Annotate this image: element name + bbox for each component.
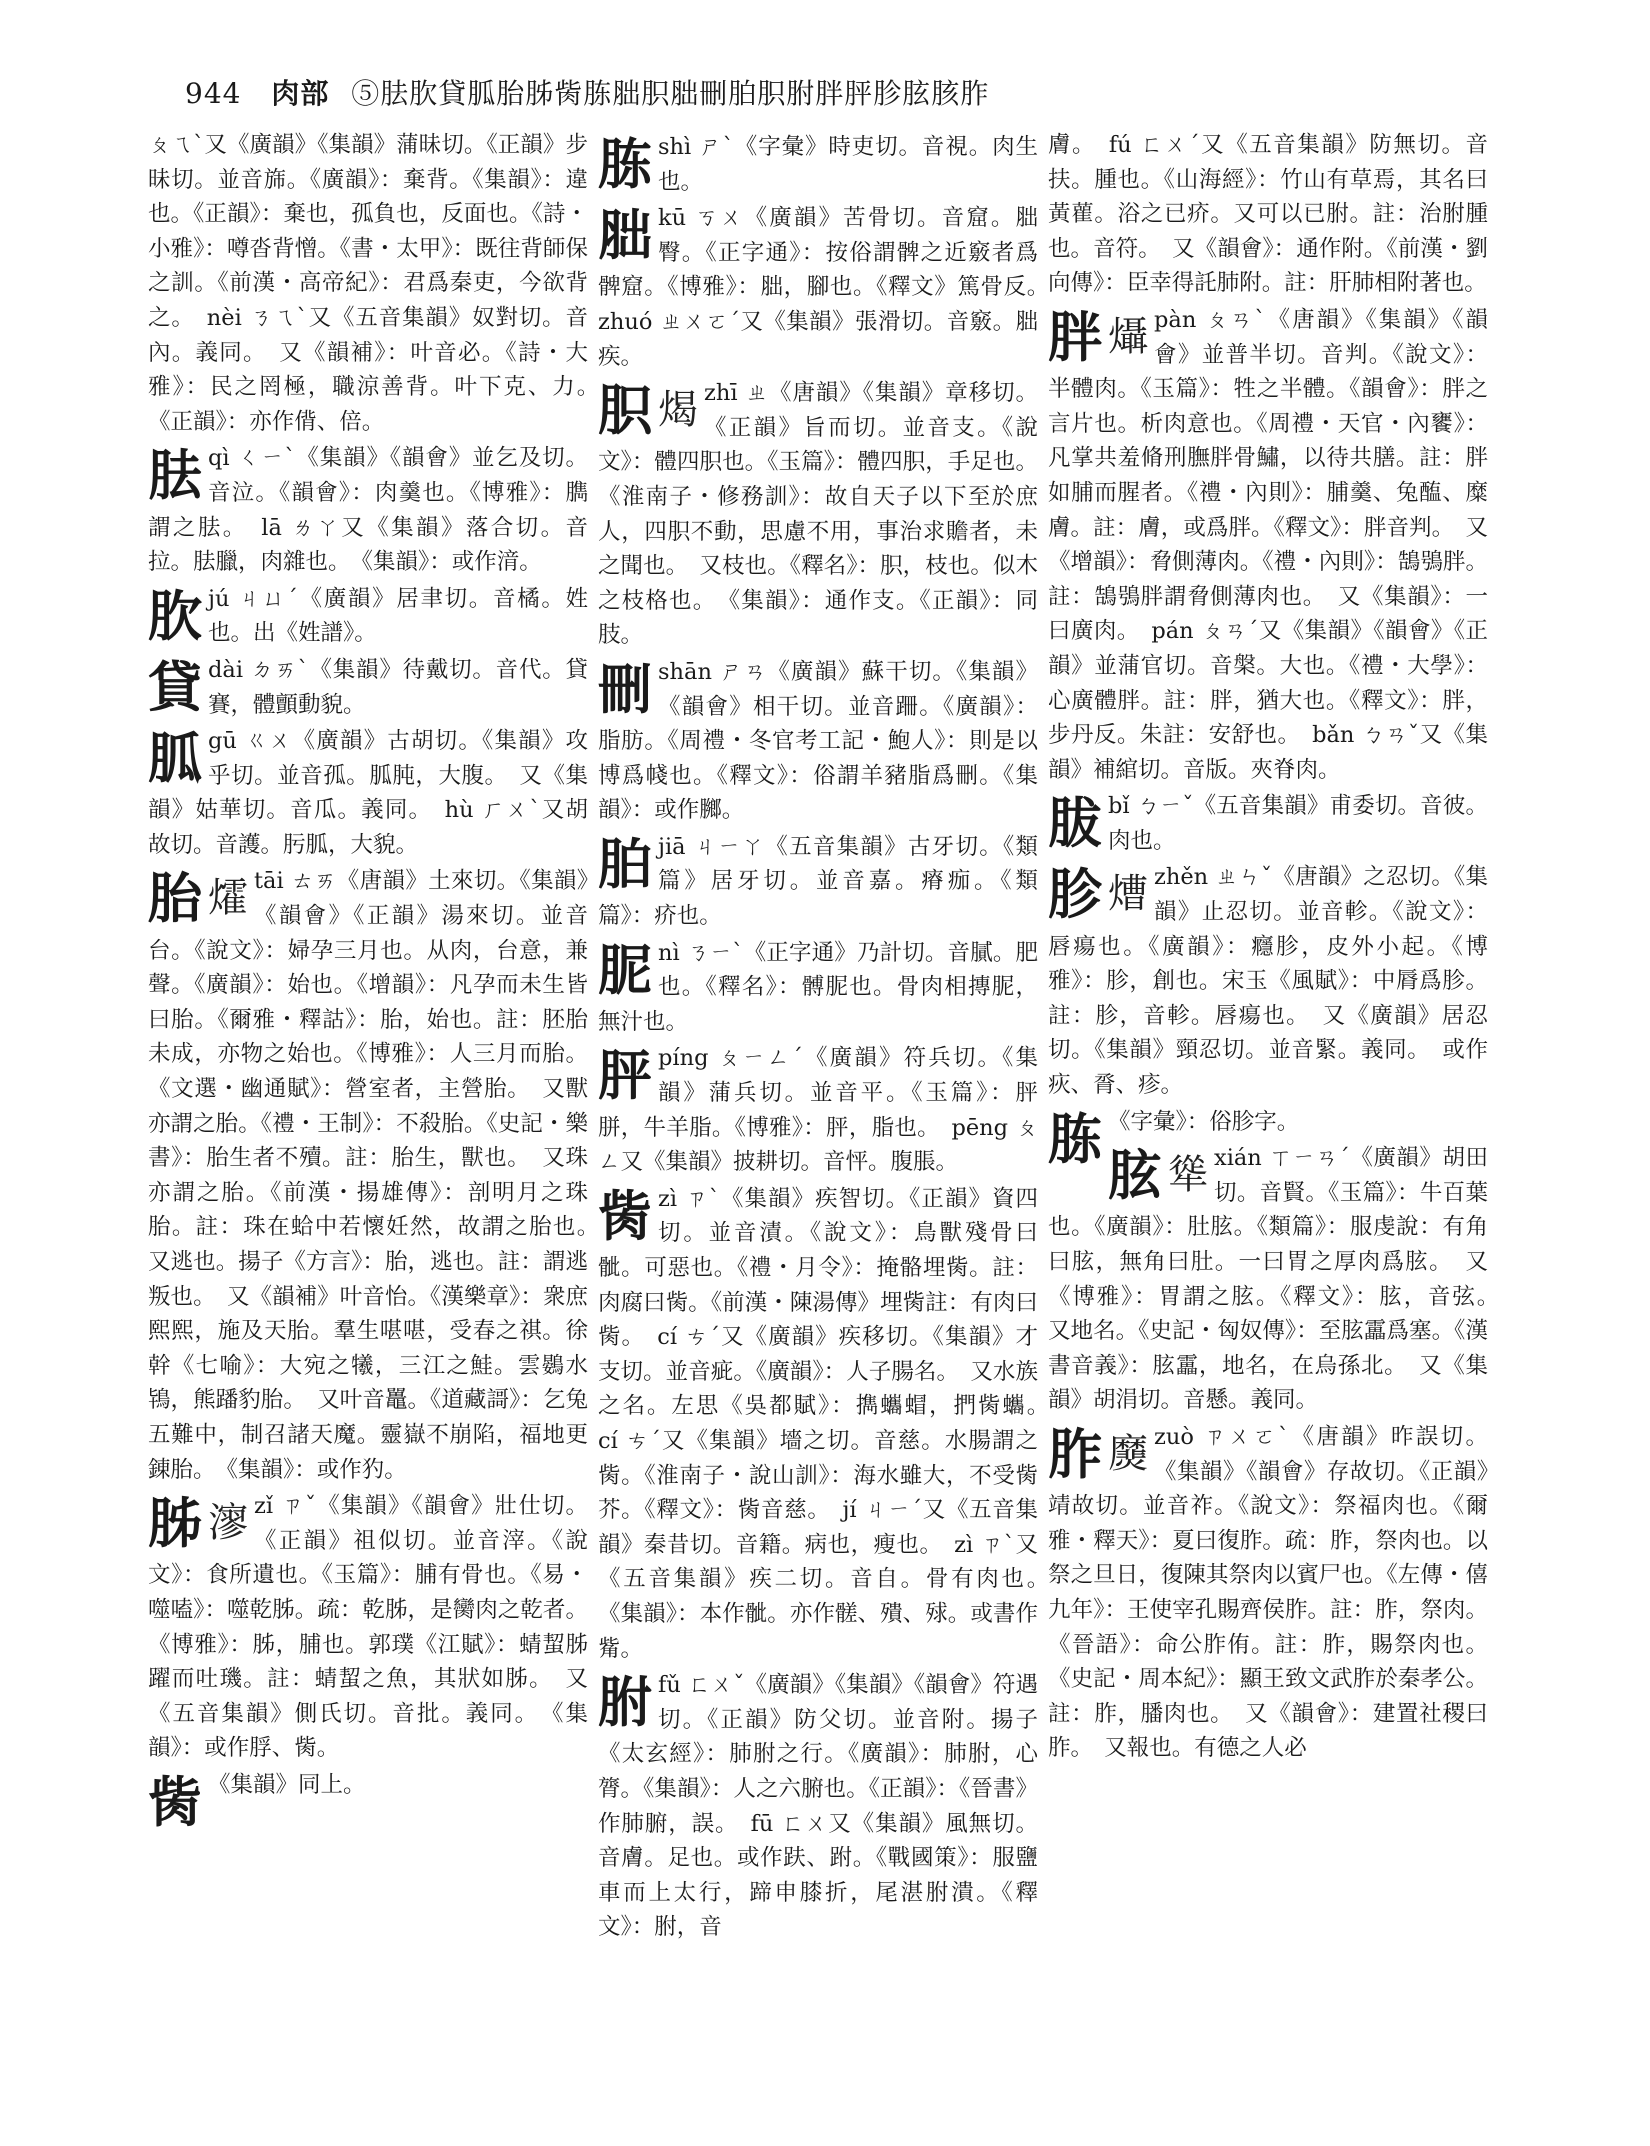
continued-entry: 膚。 fú ㄈㄨˊ又《五音集韻》防無切。音扶。腫也。《山海經》：竹山有草焉，其名曰黃雚。浴之已疥。又可以已胕。註：治胕腫也。音符。 又《韻會》：通作附。《前漢・劉向傳》：臣幸得託肺附。註：肝肺相附著也。 — [1048, 132, 1488, 297]
entry — [598, 936, 1038, 1040]
headword: 胒 — [598, 937, 652, 1002]
radical-label: 肉部 — [271, 77, 330, 110]
entry-text: nì ㄋㄧˋ《正字通》乃計切。音膩。肥也。《釋名》：髆胒也。骨肉相摶胒，無汁也。 — [598, 939, 1038, 1035]
headword: 胙 — [1048, 1421, 1102, 1486]
column-2 — [598, 128, 1038, 2118]
headword: 胗 — [1048, 862, 1102, 927]
entry — [598, 1182, 1038, 1666]
seal-script-glyph: 㸌 — [208, 875, 248, 922]
entry — [1048, 303, 1488, 787]
headword: 胉 — [598, 831, 652, 896]
entry — [1048, 1141, 1488, 1418]
entry-text: zǐ ㄗˇ《集韻》《韻會》壯仕切。《正韻》祖似切。並音滓。《說文》：食所遺也。《玉篇》：脯有骨也。《易・噬嗑》：噬乾胏。疏：乾胏，是臠肉之乾者。《博雅》：胏，脯也。郭璞《江賦》：蜻蛪胏躍而吐璣。註：蜻蛪之魚，其狀如胏。 又《五音集韻》側氏切。音批。義同。 《集韻》：或作脬、胔。 — [148, 1493, 588, 1762]
entry-text: píng ㄆㄧㄥˊ《廣韻》符兵切。《集韻》蒲兵切。並音平。《玉篇》：胓胼，牛羊脂。《博雅》：胓，脂也。 pēng ㄆㄥ又《集韻》披耕切。音怦。腹脹。 — [598, 1045, 1038, 1176]
seal-script-glyph: 㸎 — [1108, 313, 1148, 360]
entry-text: kū ㄎㄨ《廣韻》苦骨切。音窟。胐臀。《正字通》：按俗謂髀之近竅者爲髀窟。《博雅》：胐，腳也。《釋文》篤骨反。 zhuó ㄓㄨㄛˊ又《集韻》張滑切。音竅。胐疾。 — [598, 205, 1038, 370]
seal-script-glyph: 㷎 — [658, 387, 698, 434]
entry-text: dài ㄉㄞˋ《集韻》待戴切。音代。貸賽，體顫動貌。 — [208, 656, 588, 718]
entry-text: tāi ㄊㄞ《唐韻》土來切。《集韻》《韻會》《正韻》湯來切。並音台。《說文》：婦孕三月也。从肉，台意，兼聲。《廣韻》：始也。《增韻》：凡孕而未生皆曰胎。《爾雅・釋詁》：胎，始也。註：胚胎未成，亦物之始也。《博雅》：人三月而胎。《文選・幽通賦》：營室者，主營胎。 又獸亦謂之胎。《禮・王制》：不殺胎。《史記・樂書》：胎生者不殰。註：胎生，獸也。 又珠亦謂之胎。《前漢・揚雄傳》：剖明月之珠胎。註：珠在蛤中若懷妊然，故謂之胎也。 又逃也。揚子《方言》：胎，逃也。註：謂逃叛也。 又《韻補》叶音怡。《漢樂章》：衆庶熙熙，施及天胎。羣生啿啿，受春之祺。徐幹《七喻》：大宛之犧，三江之鮭。雲鷃水鴇，熊蹯豹胎。 又叶音鼉。《道藏謌》：乞兔五難中，制召諸天魔。靈嶽不崩陷，福地更錬胎。 《集韻》：或作犳。 — [148, 868, 588, 1483]
column-1 — [148, 128, 588, 2118]
headword: 胓 — [598, 1043, 652, 1108]
entry — [1048, 860, 1488, 1102]
headword: 胎 — [148, 866, 202, 931]
headword: 胑 — [598, 378, 652, 443]
entry — [148, 653, 588, 722]
entry-text: shān ㄕㄢ《廣韻》蘇干切。《集韻》《韻會》相干切。並音跚。《廣韻》：脂肪。《周禮・冬官考工記・鮑人》：則是以博爲帴也。《釋文》：俗謂羊豬脂爲刪。《集韻》：或作膷。 — [598, 658, 1038, 824]
entry-text: qì ㄑㄧˋ《集韻》《韻會》並乞及切。音泣。《韻會》：肉羹也。《博雅》：臇謂之胠。 lā ㄌㄚ又《集韻》落合切。音拉。胠臘，肉雜也。 《集韻》：或作湇。 — [148, 445, 588, 576]
page-header — [185, 72, 989, 112]
entry — [148, 441, 588, 579]
headword: 胍 — [148, 726, 202, 791]
entry-text: 《集韻》同上。 — [208, 1771, 366, 1798]
entry — [148, 1768, 588, 1834]
headword: 胈 — [1048, 791, 1102, 856]
seal-script-glyph: 㷮 — [1108, 871, 1148, 918]
entry — [598, 1041, 1038, 1179]
headword: 胠 — [148, 443, 202, 508]
entry — [598, 655, 1038, 828]
entry — [598, 130, 1038, 199]
entry — [1048, 1420, 1488, 1766]
entry-text: zhī ㄓ《唐韻》《集韻》章移切。《正韻》旨而切。並音支。《說文》：體四胑也。《玉篇》：體四胑，手足也。《淮南子・修務訓》：故自天子以下至於庶人，四胑不動，思慮不用，事治求贍者，未之聞也。 又枝也。《釋名》：胑，枝也。似木之枝格也。 《集韻》：通作支。《正韻》：同肢。 — [598, 380, 1038, 649]
headword: 肷 — [148, 583, 202, 648]
entry — [1048, 789, 1488, 858]
column-3 — [1048, 128, 1488, 2118]
entry — [598, 830, 1038, 934]
entry — [598, 376, 1038, 653]
continued-entry: ㄆㄟˋ又《廣韻》《集韻》蒲昧切。《正韻》步昧切。並音旆。《廣韻》：棄背。《集韻》：違也。《正韻》：棄也，孤負也，反面也。《詩・小雅》：噂沓背憎。《書・太甲》：既往背師保之訓。《前漢・高帝紀》：君爲秦吏，今欲背之。 nèi ㄋㄟˋ又《五音集韻》奴對切。音內。義同。 又《韻補》：叶音必。《詩・大雅》：民之罔極，職涼善背。叶下克、力。 《正韻》：亦作偝、倍。 — [148, 132, 588, 435]
entry — [148, 1489, 588, 1766]
entry-text: fǔ ㄈㄨˇ《廣韻》《集韻》《韻會》符遇切。《正韻》防父切。並音附。揚子《太玄經》：肺胕之行。《廣韻》：肺胕，心膂。《集韻》：人之六腑也。《正韻》：《晉書》作肺腑，誤。 fū ㄈㄨ又《集韻》風無切。音膚。足也。或作趺、跗。《戰國策》：服鹽車而上太行，蹄申膝折，尾湛胕潰。《釋文》：胕，音 — [598, 1672, 1038, 1941]
headword: 胨 — [598, 132, 652, 196]
headword: 胔 — [148, 1769, 202, 1834]
entry-text: zuò ㄗㄨㄛˋ《唐韻》昨誤切。《集韻》《韻會》存故切。《正韻》靖故切。並音祚。《說文》：祭福肉也。《爾雅・釋天》：夏曰復胙。疏：胙，祭肉也。以祭之旦日，復陳其祭肉以賓尸也。《左傳・僖九年》：王使宰孔賜齊侯胙。註：胙，祭肉。《晉語》：命公胙侑。註：胙，賜祭肉也。《史記・周本紀》：顯王致文武胙於秦孝公。註：胙，膰肉也。 又《韻會》：建置社稷曰胙。 又報也。有德之人必 — [1048, 1423, 1488, 1762]
entry-text: zhěn ㄓㄣˇ《唐韻》之忍切。《集韻》止忍切。並音軫。《說文》：唇瘍也。《廣韻》：癮胗，皮外小起。《博雅》：胗，創也。宋玉《風賦》：中脣爲胗。註：胗，音軫。唇瘍也。 又《廣韻》居忍切。《集韻》頸忍切。並音緊。義同。 或作疢、脀、疹。 — [1048, 864, 1488, 1099]
header-char-index: ⑤胠肷貸胍胎胏胔胨胐胑胐刪胉胑胕胖胓胗胘胲胙 — [351, 77, 990, 110]
page-number: 944 — [185, 77, 242, 110]
headword: 胐 — [598, 203, 652, 268]
entry-text: bǐ ㄅㄧˇ《五音集韻》甫委切。音彼。肉也。 — [1108, 793, 1488, 854]
entry — [148, 864, 588, 1487]
entry — [1048, 1105, 1488, 1171]
entry-text: zì ㄗˋ《集韻》疾智切。《正韻》資四切。並音漬。《說文》：鳥獸殘骨曰骴。可惡也。《禮・月令》：掩骼埋胔。註：肉腐曰胔。《前漢・陳湯傳》埋胔註：有肉曰胔。 cí ㄘˊ又《廣韻》疾移切。《集韻》才支切。並音疵。《廣韻》：人子腸名。 又水族之名。左思《吳都賦》：擕蠵蝐，捫胔蠵。 cí ㄘˊ又《集韻》墻之切。音慈。水腸謂之胔。《淮南子・說山訓》：海水雖大，不受胔芥。《釋文》：胔音慈。 jí ㄐㄧˊ又《五音集韻》秦昔切。音籍。病也，瘦也。 zì ㄗˋ又《五音集韻》疾二切。音自。骨有肉也。 《集韻》：本作骴。亦作髊、殨、殏。或書作觜。 — [598, 1185, 1038, 1662]
headword: 胔 — [598, 1183, 652, 1248]
entry-text: jiā ㄐㄧㄚ《五音集韻》古牙切。《類篇》居牙切。並音嘉。瘠痂。《類篇》：疥也。 — [598, 833, 1038, 930]
seal-script-glyph: 㹐 — [1168, 1152, 1208, 1199]
headword: 胕 — [598, 1670, 652, 1735]
entry-text: 《字彙》：俗胗字。 — [1108, 1108, 1300, 1135]
headword: 貸 — [148, 654, 202, 719]
entry-text: pàn ㄆㄢˋ《唐韻》《集韻》《韻會》並普半切。音判。《說文》：半體肉。《玉篇》：牲之半體。《韻會》：胖之言片也。析肉意也。《周禮・天官・內饔》：凡掌共羞脩刑膴胖骨鱐，以待共膳。註：胖如脯而腥者。《禮・內則》：脯羹、兔醢、糜膚。註：膚，或爲胖。《釋文》：胖音判。 又《增韻》：脅側薄肉。《禮・內則》：鵠鴞胖。註：鵠鴞胖謂脅側薄肉也。 又《集韻》：一曰廣肉。 pán ㄆㄢˊ又《集韻》《韻會》《正韻》並蒲官切。音槃。大也。《禮・大學》：心廣體胖。註：胖，猶大也。《釋文》：胖，步丹反。朱註：安舒也。 bǎn ㄅㄢˇ又《集韻》補綰切。音版。夾脊肉。 — [1048, 306, 1488, 783]
headword: 刪 — [598, 656, 652, 721]
headword: 胏 — [148, 1491, 202, 1556]
headword: 胖 — [1048, 304, 1102, 369]
seal-script-glyph: 㵳 — [208, 1500, 248, 1547]
entry-text: gū ㄍㄨ《廣韻》古胡切。《集韻》攻乎切。並音孤。胍肫，大腹。 又《集韻》姑華切。音瓜。義同。 hù ㄏㄨˋ又胡故切。音護。肟胍，大貌。 — [148, 728, 588, 858]
headword: 胨 — [1048, 1106, 1102, 1171]
entry — [598, 1668, 1038, 1945]
headword: 胘 — [1108, 1143, 1162, 1208]
entry — [598, 201, 1038, 374]
entry — [148, 724, 588, 862]
entry-text: xián ㄒㄧㄢˊ《廣韻》胡田切。音賢。《玉篇》：牛百葉也。《廣韻》：肚胘。《類篇》：服虔說：有角曰胘，無角曰肚。一曰胃之厚肉爲胘。 又《博雅》：胃謂之胘。《釋文》：胘，音弦。 又地名。《史記・匈奴傳》：至胘靁爲塞。《漢書音義》：胘靁，地名，在烏孫北。 又《集韻》胡涓切。音懸。義同。 — [1048, 1145, 1488, 1414]
entry — [148, 582, 588, 651]
entry-text: jú ㄐㄩˊ《廣韻》居聿切。音橘。姓也。出《姓譜》。 — [208, 585, 588, 647]
seal-script-glyph: 㸏 — [1108, 1430, 1148, 1477]
entry-text: shì ㄕˋ《字彙》時吏切。音視。肉生也。 — [658, 134, 1038, 195]
